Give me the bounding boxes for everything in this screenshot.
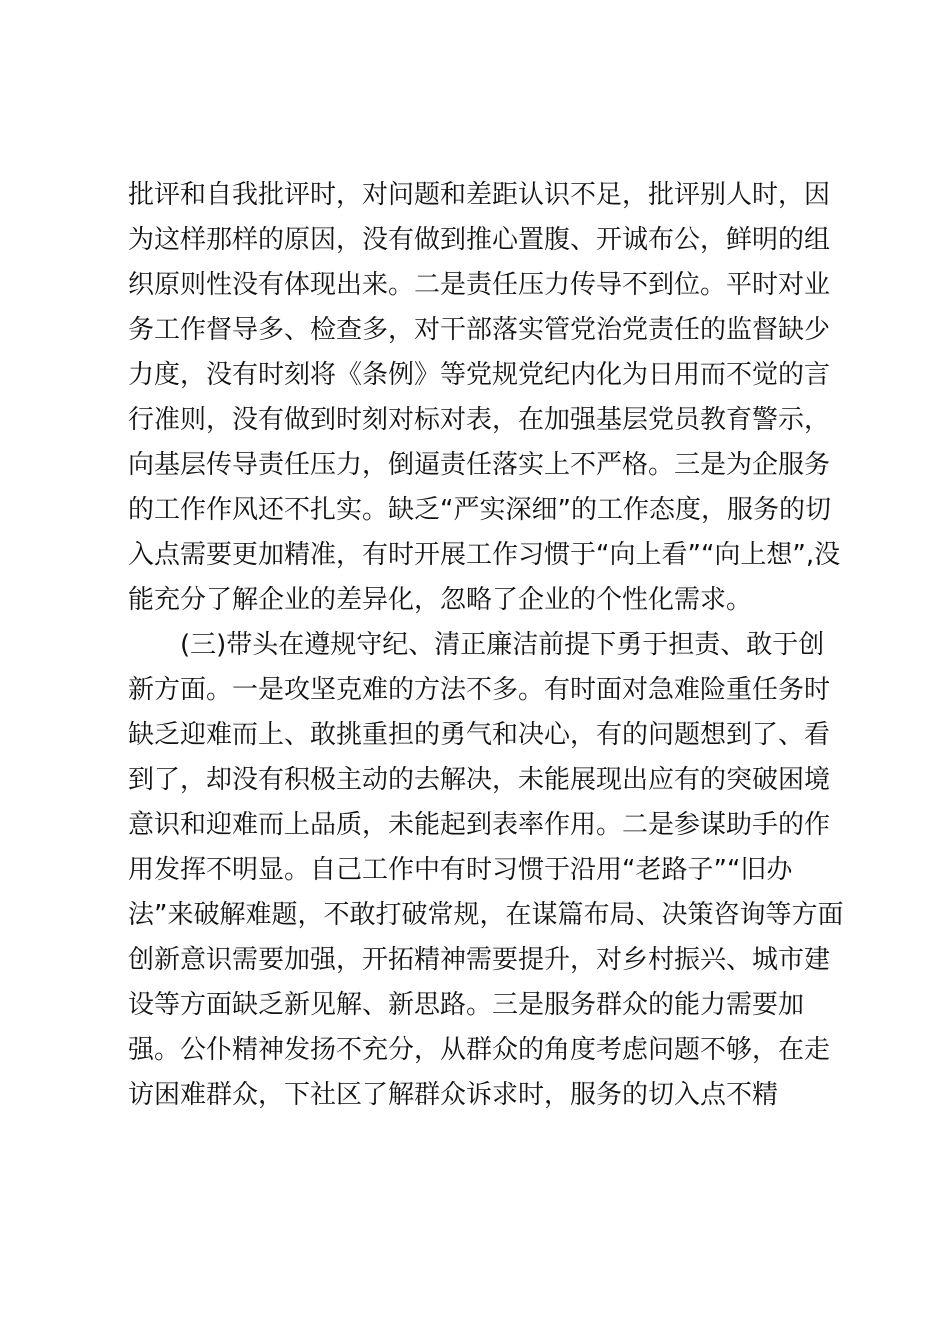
paragraph-line: 访困难群众，下社区了解群众诉求时，服务的切入点不精 — [128, 1080, 779, 1110]
paragraph-line: 法”来破解难题，不敢打破常规，在谋篇布局、决策咨询等方面 — [128, 900, 844, 930]
paragraph-line: 为这样那样的原因，没有做到推心置腹、开诚布公，鲜明的组 — [128, 225, 831, 255]
paragraph-line: 入点需要更加精准，有时开展工作习惯于“向上看”“向上想”,没 — [128, 540, 841, 570]
section-heading-line: (三)带头在遵规守纪、清正廉洁前提下勇于担责、敢于创 — [180, 630, 825, 660]
paragraph-line: 的工作作风还不扎实。缺乏“严实深细”的工作态度，服务的切 — [128, 495, 831, 525]
paragraph-line: 创新意识需要加强，开拓精神需要提升，对乡村振兴、城市建 — [128, 945, 831, 975]
paragraph-line: 批评和自我批评时，对问题和差距认识不足，批评别人时，因 — [128, 180, 831, 210]
paragraph-line: 织原则性没有体现出来。二是责任压力传导不到位。平时对业 — [128, 270, 831, 300]
paragraph-line: 能充分了解企业的差异化，忽略了企业的个性化需求。 — [128, 585, 753, 615]
paragraph-line: 行准则，没有做到时刻对标对表，在加强基层党员教育警示， — [128, 405, 831, 435]
paragraph-line: 用发挥不明显。自己工作中有时习惯于沿用“老路子”“旧办 — [128, 855, 793, 885]
paragraph-line: 意识和迎难而上品质，未能起到表率作用。二是参谋助手的作 — [128, 810, 831, 840]
paragraph-line: 强。公仆精神发扬不充分，从群众的角度考虑问题不够，在走 — [128, 1035, 831, 1065]
paragraph-line: 设等方面缺乏新见解、新思路。三是服务群众的能力需要加 — [128, 990, 805, 1020]
paragraph-line: 务工作督导多、检查多，对干部落实管党治党责任的监督缺少 — [128, 315, 831, 345]
paragraph-line: 力度，没有时刻将《条例》等党规党纪内化为日用而不觉的言 — [128, 360, 831, 390]
paragraph-line: 到了，却没有积极主动的去解决，未能展现出应有的突破困境 — [128, 765, 831, 795]
paragraph-line: 缺乏迎难而上、敢挑重担的勇气和决心，有的问题想到了、看 — [128, 720, 831, 750]
paragraph-line: 向基层传导责任压力，倒逼责任落实上不严格。三是为企服务 — [128, 450, 831, 480]
paragraph-line: 新方面。一是攻坚克难的方法不多。有时面对急难险重任务时 — [128, 675, 831, 705]
